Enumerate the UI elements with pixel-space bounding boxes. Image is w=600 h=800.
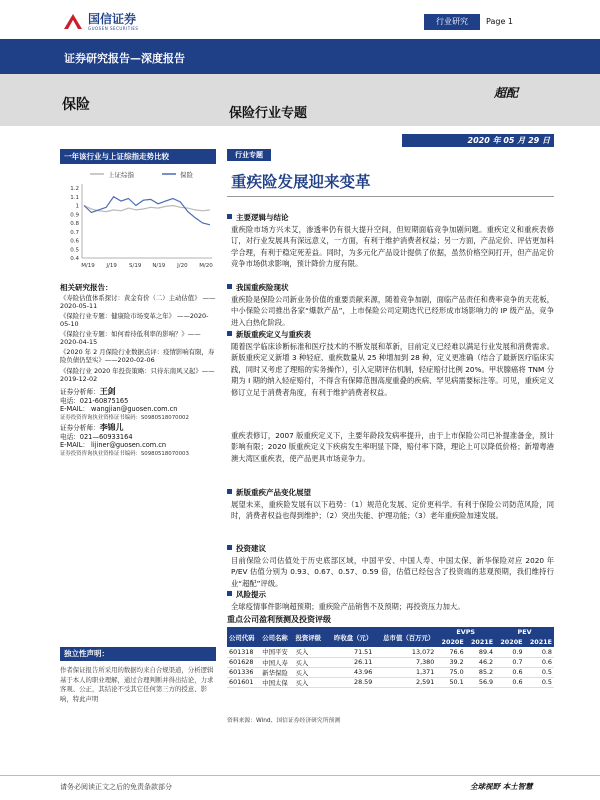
related-report[interactable]: 《2020 年 2 月保险行业数据点评：疫情影响有限，寿险负债仍坚实》——2020-02-06 bbox=[60, 348, 215, 365]
related-reports-title: 相关研究报告： bbox=[60, 283, 113, 292]
report-type-bar bbox=[0, 39, 600, 74]
disclaimer-text: 作者保证报告所采用的数据均来自合规渠道，分析逻辑基于本人的职业理解，通过合理判断并得出结论，力求客观、公正，其结论不受其它任何第三方的授意、影响，特此声明 bbox=[60, 666, 214, 703]
table-cell: 2,591 bbox=[374, 677, 436, 687]
table-row bbox=[227, 677, 554, 687]
analyst-name: 李锦儿 bbox=[99, 423, 124, 432]
related-report[interactable]: 《保险行业 2020 年投资策略：只待东南风又起》——2019-12-02 bbox=[60, 367, 215, 384]
report-title: 重疾险发展迎来变革 bbox=[231, 173, 371, 191]
table-header-group: PEV bbox=[495, 627, 554, 637]
table-header: 2021E bbox=[525, 637, 554, 647]
x-tick-label: M/20 bbox=[199, 263, 213, 269]
table-header: 2020E bbox=[436, 637, 465, 647]
footer-divider bbox=[0, 775, 600, 776]
table-cell: 13,072 bbox=[374, 647, 436, 657]
y-tick-label: 0.5 bbox=[70, 247, 79, 254]
table-cell: 0.5 bbox=[525, 667, 554, 677]
section-heading: 新版重疾定义与重疾表 bbox=[227, 329, 311, 340]
table-cell: 26.11 bbox=[327, 657, 375, 667]
table-cell: 中国人寿 bbox=[260, 657, 293, 667]
industry-name: 保险 bbox=[62, 97, 90, 113]
bullet-icon bbox=[227, 214, 232, 219]
y-tick-label: 0.9 bbox=[70, 212, 79, 219]
table-cell: 买入 bbox=[293, 657, 326, 667]
table-cell: 89.4 bbox=[466, 647, 495, 657]
section-body: 随着医学临床诊断标准和医疗技术的不断发展和革新，目前定义已经难以满足行业发展和消费需求。新版重疾定义新增 3 种轻症、重疾数量从 25 种增加到 28 种，定义更准确（结合了最新医疗临床实践，同时又考虑了理赔的实务操作），引入定期评估机制，轻症赔付比例 20%。甲状腺癌将 TNM 分期为 I 期的纳入轻症赔付，不得含有保障范围高度重叠的疾病、罕见病需要标注等。可见，重疾定义修订立足于消费者角度，有利于维护消费者权益。 bbox=[231, 342, 554, 397]
table-cell: 买入 bbox=[293, 647, 326, 657]
section-heading: 我国重疾险现状 bbox=[227, 282, 289, 293]
page-number: Page 1 bbox=[486, 17, 513, 26]
bullet-icon bbox=[227, 284, 232, 289]
table-source: 资料来源：Wind、国信证券经济研究所预测 bbox=[227, 718, 341, 724]
logo-subtext: GUOSEN SECURITIES bbox=[88, 26, 139, 31]
bullet-icon bbox=[227, 591, 232, 596]
table-cell: 601318 bbox=[227, 647, 260, 657]
analyst-email[interactable]: E-MAIL： lijiner@guosen.com.cn bbox=[60, 441, 167, 450]
table-cell: 新华保险 bbox=[260, 667, 293, 677]
x-tick-label: J/19 bbox=[106, 263, 117, 269]
x-tick-label: M/19 bbox=[81, 263, 95, 269]
bullet-icon bbox=[227, 545, 232, 550]
table-cell: 7,380 bbox=[374, 657, 436, 667]
section-body: 展望未来，重疾险发展有以下趋势：（1）规范化发展、定价更科学。有利于保险公司防范风险，同时，消费者权益也得到维护；（2）突出失能、护理功能；（3）老年重疾险加速发展。 bbox=[231, 500, 554, 521]
analyst-role: 证券分析师： bbox=[60, 424, 100, 432]
section-body: 重疾表修订，2007 版重疾定义下，主要年龄段发病率提升，由于上市保险公司已补提准备金，预计影响有限；2020 版重疾定义下疾病发生率明显下降，赔付率下降，理论上可以降低价格；新增粤港澳大湾区重疾表，使产品更具市场竞争力。 bbox=[231, 431, 554, 463]
rating: 超配 bbox=[494, 86, 519, 100]
section-label: 行业研究 bbox=[424, 14, 480, 30]
analyst-cert: 证券投资咨询执业资格证书编码：S0980518070003 bbox=[60, 450, 189, 457]
x-tick-label: J/20 bbox=[177, 263, 188, 269]
table-header: 2021E bbox=[466, 637, 495, 647]
table-row bbox=[227, 667, 554, 677]
report-date: 2020 年 05 月 29 日 bbox=[402, 134, 554, 147]
table-cell: 买入 bbox=[293, 667, 326, 677]
analyst-card bbox=[60, 424, 216, 458]
table-cell: 0.7 bbox=[495, 657, 524, 667]
section-body: 重疾险市场方兴未艾，渗透率仍有很大提升空间，但短期面临竞争加剧问题。重疾定义和重疾表修订，对行业发展具有深远意义，一方面，有利于维护消费者权益；另一方面，产品定价、评估更加科学合理，有利于稳定死差益。同时，为多元化产品设计提供了依据，虽然价格空间打开，但产品定价竞争市场供求影响，预计降价力度有限。 bbox=[231, 225, 554, 269]
related-report[interactable]: 《保险行业专题：如何看待低利率的影响？》——2020-04-15 bbox=[60, 330, 201, 347]
page-header-right bbox=[424, 14, 544, 30]
related-report[interactable]: 《保险行业专题：健康险市场变革之年》 ——2020-05-10 bbox=[60, 312, 209, 329]
table-cell: 0.6 bbox=[495, 667, 524, 677]
table-header: 2020E bbox=[495, 637, 524, 647]
y-tick-label: 1.2 bbox=[70, 186, 79, 192]
analyst-phone: 电话：021—60933164 bbox=[60, 432, 133, 441]
table-row bbox=[227, 647, 554, 657]
table-header: 总市值（百万元） bbox=[374, 627, 436, 647]
footer-disclaimer: 请务必阅读正文之后的免责条款部分 bbox=[60, 783, 172, 791]
table-cell: 0.6 bbox=[495, 677, 524, 687]
bullet-icon bbox=[227, 331, 232, 336]
table-cell: 601628 bbox=[227, 657, 260, 667]
analyst-email[interactable]: E-MAIL： wangjian@guosen.com.cn bbox=[60, 405, 178, 414]
divider bbox=[227, 196, 554, 197]
table-cell: 75.0 bbox=[436, 667, 465, 677]
table-cell: 28.59 bbox=[327, 677, 375, 687]
table-title: 重点公司盈利预测及投资评级 bbox=[227, 615, 331, 624]
disclaimer-heading: 独立性声明： bbox=[60, 647, 216, 661]
legend-label: 上证综指 bbox=[108, 171, 134, 179]
table-cell: 43.96 bbox=[327, 667, 375, 677]
trend-chart bbox=[60, 166, 216, 276]
footer-slogan: 全球视野 本土智慧 bbox=[470, 782, 533, 791]
table-cell: 0.5 bbox=[525, 677, 554, 687]
y-tick-label: 0.6 bbox=[70, 238, 79, 245]
table-header: 投资评级 bbox=[293, 627, 326, 647]
table-header: 昨收盘（元） bbox=[327, 627, 375, 647]
section-heading: 风险提示 bbox=[227, 589, 266, 600]
analyst-card bbox=[60, 388, 216, 422]
table-header-group: EVPS bbox=[436, 627, 495, 637]
section-body: 重疾险是保险公司新业务价值的重要贡献来源，随着竞争加剧，面临产品责任和费率竞争的天花板，中小保险公司推出各家“爆款产品”，上市保险公司定期迭代已经形成市场影响力的 IP 级产品，竞争进入白热化阶段。 bbox=[231, 295, 554, 327]
section-body: 目前保险公司估值处于历史底部区域，中国平安、中国人寿、中国太保、新华保险对应 2020 年 P/EV 估值分别为 0.93、0.67、0.57、0.59 倍，估值已经包含了投资端的悲观预期，我们维持行业“超配”评级。 bbox=[231, 556, 554, 588]
x-tick-label: S/19 bbox=[129, 263, 142, 269]
table-row bbox=[227, 657, 554, 667]
table-header: 公司名称 bbox=[260, 627, 293, 647]
table-cell: 601336 bbox=[227, 667, 260, 677]
analyst-name: 王剑 bbox=[99, 387, 116, 396]
table-cell: 601601 bbox=[227, 677, 260, 687]
table-cell: 买入 bbox=[293, 677, 326, 687]
report-type: 证券研究报告—深度报告 bbox=[64, 52, 185, 65]
y-tick-label: 0.8 bbox=[70, 221, 79, 227]
logo-mark-icon bbox=[62, 11, 84, 33]
table-cell: 0.6 bbox=[525, 657, 554, 667]
bullet-icon bbox=[227, 489, 232, 494]
table-cell: 50.1 bbox=[436, 677, 465, 687]
y-tick-label: 0.7 bbox=[70, 229, 79, 236]
table-cell: 0.9 bbox=[495, 647, 524, 657]
y-tick-label: 0.4 bbox=[70, 256, 79, 262]
analyst-role: 证券分析师： bbox=[60, 388, 100, 396]
section-heading: 投资建议 bbox=[227, 543, 266, 554]
logo bbox=[62, 10, 182, 34]
report-topic: 保险行业专题 bbox=[229, 106, 308, 121]
table-cell: 中国平安 bbox=[260, 647, 293, 657]
table-cell: 46.2 bbox=[466, 657, 495, 667]
y-tick-label: 1.1 bbox=[70, 194, 79, 201]
related-report[interactable]: 《寿险估值体系探讨：黄金有价（二）主动估值》 ——2020-05-11 bbox=[60, 294, 216, 311]
table-cell: 71.51 bbox=[327, 647, 375, 657]
table-cell: 中国太保 bbox=[260, 677, 293, 687]
table-cell: 0.8 bbox=[525, 647, 554, 657]
table-header: 公司代码 bbox=[227, 627, 260, 647]
table-cell: 39.2 bbox=[436, 657, 465, 667]
section-heading: 主要逻辑与结论 bbox=[227, 212, 289, 223]
report-tag: 行业专题 bbox=[227, 149, 271, 161]
x-tick-label: N/19 bbox=[152, 263, 166, 269]
section-heading: 新版重疾产品变化展望 bbox=[227, 487, 311, 498]
forecast-table bbox=[227, 627, 554, 688]
legend-label: 保险 bbox=[180, 171, 193, 179]
section-body: 全球疫情事件影响超预期；重疾险产品销售不及预期；再投资压力加大。 bbox=[231, 602, 465, 611]
analyst-phone: 电话：021-60875165 bbox=[60, 396, 129, 405]
chart-heading: 一年该行业与上证综指走势比较 bbox=[60, 149, 216, 164]
table-cell: 1,371 bbox=[374, 667, 436, 677]
table-cell: 85.2 bbox=[466, 667, 495, 677]
logo-text: 国信证券 bbox=[88, 12, 137, 26]
table-cell: 76.6 bbox=[436, 647, 465, 657]
table-cell: 56.9 bbox=[466, 677, 495, 687]
analyst-cert: 证券投资咨询执业资格证书编码：S0980518070002 bbox=[60, 414, 189, 421]
y-tick-label: 1 bbox=[75, 203, 79, 210]
